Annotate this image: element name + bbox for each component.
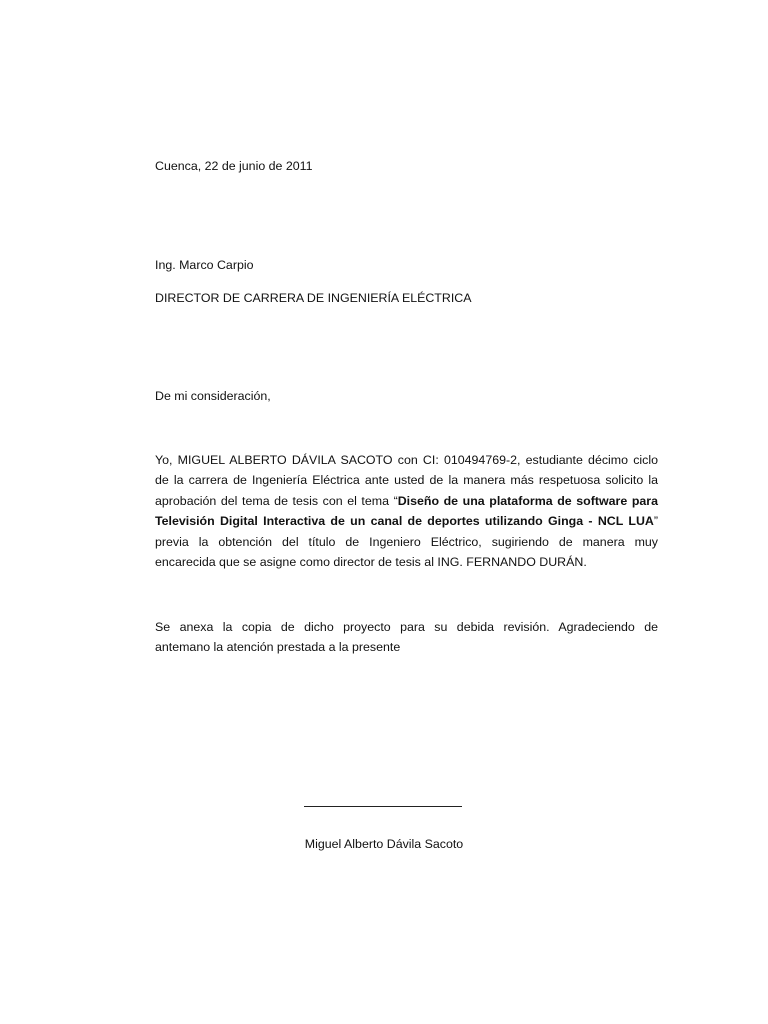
date-line: Cuenca, 22 de junio de 2011 [155,159,313,173]
thesis-title-part-1: Diseño de una plataforma de software para [397,493,658,508]
paragraph-line: antemano la atención prestada a la presente [155,640,401,655]
recipient-title: DIRECTOR DE CARRERA DE INGENIERÍA ELÉCTRICA [155,291,472,305]
paragraph-line: encarecida que se asigne como director de tesis al ING. FERNANDO DURÁN. [155,554,587,569]
paragraph-line [155,491,658,511]
salutation: De mi consideración, [155,389,271,403]
paragraph-line: Se anexa la copia de dicho proyecto para su debida revisión. Agradeciendo de [155,620,658,634]
signature-name: Miguel Alberto Dávila Sacoto [304,837,464,851]
paragraph-text: ” [653,514,658,529]
body-paragraph-annex [155,617,658,658]
paragraph-line: Yo, MIGUEL ALBERTO DÁVILA SACOTO con CI: 010494769-2, estudiante décimo ciclo [155,453,658,467]
paragraph-line: de la carrera de Ingeniería Eléctrica ante usted de la manera más respetuosa solicito la [155,473,658,488]
paragraph-line: previa la obtención del título de Ingeniero Eléctrico, sugiriendo de manera muy [155,534,658,549]
body-paragraph-request [155,450,658,572]
thesis-title-part-2: Televisión Digital Interactiva de un canal de deportes utilizando Ginga - NCL LUA [155,514,654,529]
recipient-name: Ing. Marco Carpio [155,258,254,272]
paragraph-line [155,511,658,531]
signature-line [304,806,462,807]
paragraph-text: aprobación del tema de tesis con el tema “ [155,493,398,508]
